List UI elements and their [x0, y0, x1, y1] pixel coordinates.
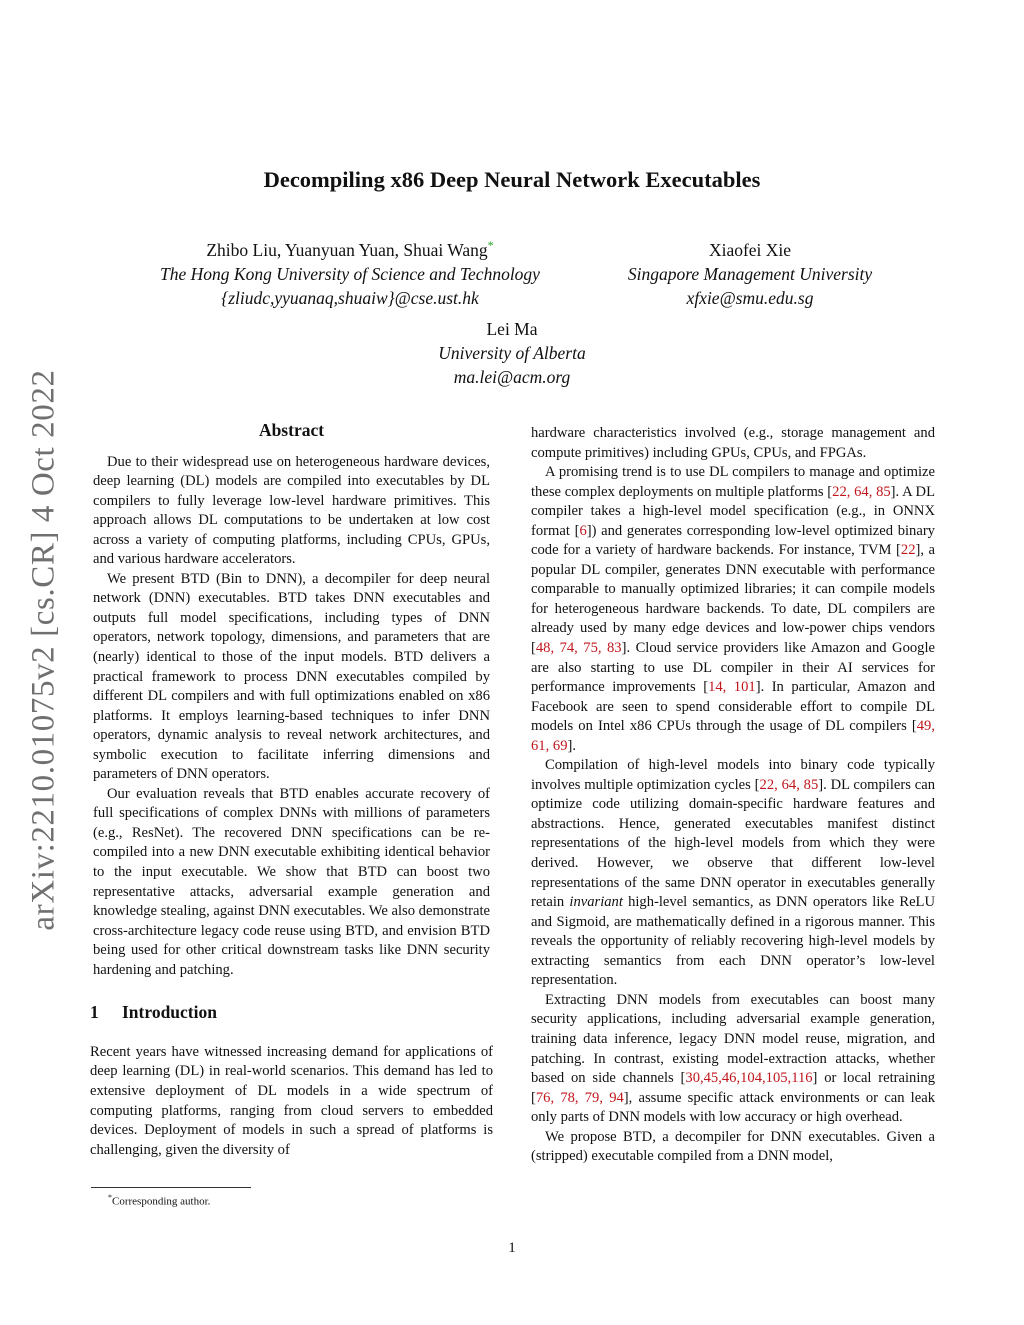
author-block-alberta	[362, 317, 662, 389]
right-column	[531, 424, 935, 1167]
citation-link[interactable]: 22	[900, 542, 916, 559]
author-names: Zhibo Liu, Yuanyuan Yuan, Shuai Wang	[206, 240, 488, 260]
body-paragraph: hardware characteristics involved (e.g., storage management and compute primitives) including GPUs, CPUs, and FPGAs.	[531, 425, 935, 461]
emphasis-text: invariant	[569, 894, 623, 911]
text-run: ]. Cloud service providers like Amazon and Google are also starting to use DL compiler in their AI services for performance improvements [	[531, 640, 936, 696]
author-email: ma.lei@acm.org	[453, 367, 571, 387]
citation-link[interactable]: 14, 101	[708, 679, 756, 696]
citation-link[interactable]: 76, 78, 79, 94	[535, 1089, 624, 1106]
intro-paragraph: Recent years have witnessed increasing demand for applications of deep learning (DL) in real-world scenarios. This demand has led to extensive deployment of DL models in a wide spectrum of computing platforms, ranging from cloud servers to embedded devices. Deployment of models in such a spread of platforms is challenging, given the diversity of	[90, 1043, 493, 1158]
text-run: ]) and generates corresponding low-level optimized binary code for a variety of hardware backends. For instance, TVM [	[531, 522, 935, 559]
abstract-paragraph: We present BTD (Bin to DNN), a decompiler for deep neural network (DNN) executables. BTD takes DNN executables and outputs full model specifications, including types of DNN operators, network topology, dimensions, and parameters that are (nearly) identical to those of the input models. BTD delivers a practical framework to process DNN executables compiled by different DL compilers and with full optimizations enabled on x86 platforms. It employs learning-based techniques to infer DNN operators, dynamic analysis to reveal network architectures, and symbolic execution to facilitate inferring dimensions and parameters of DNN operators.	[93, 570, 490, 783]
footnote-rule	[91, 1187, 251, 1188]
text-run: ]. In particular, Amazon and Facebook are seen to spend considerable effort to compile DL models on Intel x86 CPUs through the usage of DL compilers [	[531, 679, 936, 735]
citation-link[interactable]: 22, 64, 85	[832, 483, 891, 500]
section-title: Introduction	[122, 1002, 217, 1023]
section-number: 1	[90, 1002, 99, 1023]
text-run: ]. A DL compiler takes a high-level model specification (e.g., in ONNX format [	[531, 483, 935, 539]
author-affiliation: University of Alberta	[438, 343, 586, 363]
author-email: xfxie@smu.edu.sg	[686, 288, 814, 308]
text-run: A promising trend is to use DL compilers to manage and optimize these complex deployments on multiple platforms [	[531, 464, 935, 500]
text-run: ]. DL compilers can optimize code utilizing domain-specific hardware features and abstractions. Hence, generated executables manifest distinct representations of the high-level models from which they were derived. However, we observe that different low-level representations of the same DNN operator in executables generally retain	[531, 776, 936, 911]
section-heading-introduction	[90, 1003, 493, 1023]
text-run: ], assume specific attack environments or can leak only parts of DNN models with low accuracy or high overhead.	[531, 1089, 935, 1126]
left-column	[90, 421, 493, 1160]
citation-link[interactable]: 22, 64, 85	[759, 776, 819, 793]
footnote	[108, 1193, 210, 1208]
body-paragraph	[531, 991, 935, 1128]
author-affiliation: Singapore Management University	[627, 264, 873, 284]
body-paragraph	[531, 463, 935, 756]
text-run: ], a popular DL compiler, generates DNN executable with performance comparable to manually optimized libraries; it can compile models for heterogeneous hardware backends. To date, DL compilers are already used by many edge devices and low-power chips vendors [	[531, 542, 935, 657]
citation-link[interactable]: 49, 61, 69	[531, 718, 935, 754]
author-block-smu	[600, 238, 900, 310]
arxiv-identifier[interactable]: arXiv:2210.01075v2 [cs.CR] 4 Oct 2022	[25, 369, 62, 931]
text-run: Extracting DNN models from executables can boost many security applications, including adversarial example generation, training data inference, legacy DNN model reuse, migration, and patching. In contrast, existing model-extraction attacks, whether based on side channels [	[531, 991, 935, 1087]
citation-link[interactable]: 6	[579, 522, 587, 539]
text-run: Compilation of high-level models into binary code typically involves multiple optimization cycles [	[531, 757, 935, 793]
author-names: Xiaofei Xie	[708, 240, 792, 260]
page-number: 1	[508, 1240, 516, 1256]
author-email: {zliudc,yyuanaq,shuaiw}@cse.ust.hk	[221, 288, 479, 308]
abstract-paragraph: Our evaluation reveals that BTD enables accurate recovery of full specifications of complex DNNs with millions of parameters (e.g., ResNet). The recovered DNN specifications can be re-compiled into a new DNN executable exhibiting identical behavior to the input executable. We show that BTD can boost two representative attacks, adversarial example generation and knowledge stealing, against DNN executables. We also demonstrate cross-architecture legacy code reuse using BTD, and envision BTD being used for other critical downstream tasks like DNN security hardening and patching.	[93, 785, 490, 978]
footnote-text: Corresponding author.	[112, 1195, 211, 1208]
text-run: ].	[567, 737, 576, 754]
corresponding-marker[interactable]: *	[487, 238, 494, 253]
citation-link[interactable]: 48, 74, 75, 83	[535, 640, 622, 657]
author-names: Lei Ma	[486, 319, 538, 339]
abstract-heading: Abstract	[258, 420, 325, 440]
text-run: high-level semantics, as DNN operators like ReLU and Sigmoid, are mathematically defined in a rigorous manner. This reveals the opportunity of reliably recovering high-level models by extracting semantics from each DNN operator’s low-level representation.	[531, 894, 935, 989]
footnote-marker: *	[108, 1193, 112, 1202]
abstract-body	[90, 453, 493, 981]
citation-link[interactable]: 30,45,46,104,105,116	[685, 1070, 813, 1087]
abstract-paragraph: Due to their widespread use on heterogeneous hardware devices, deep learning (DL) models are compiled into executables by DL compilers to fully leverage low-level hardware primitives. This approach allows DL computations to be undertaken at low cost across a variety of computing platforms, including CPUs, GPUs, and various hardware accelerators.	[93, 453, 490, 568]
author-affiliation: The Hong Kong University of Science and Technology	[160, 264, 540, 284]
paper-title: Decompiling x86 Deep Neural Network Executables	[263, 167, 761, 192]
body-paragraph	[531, 756, 935, 991]
author-block-hkust	[120, 238, 580, 310]
body-paragraph: We propose BTD, a decompiler for DNN executables. Given a (stripped) executable compiled from a DNN model,	[531, 1128, 935, 1165]
text-run: ] or local retraining [	[531, 1070, 936, 1106]
